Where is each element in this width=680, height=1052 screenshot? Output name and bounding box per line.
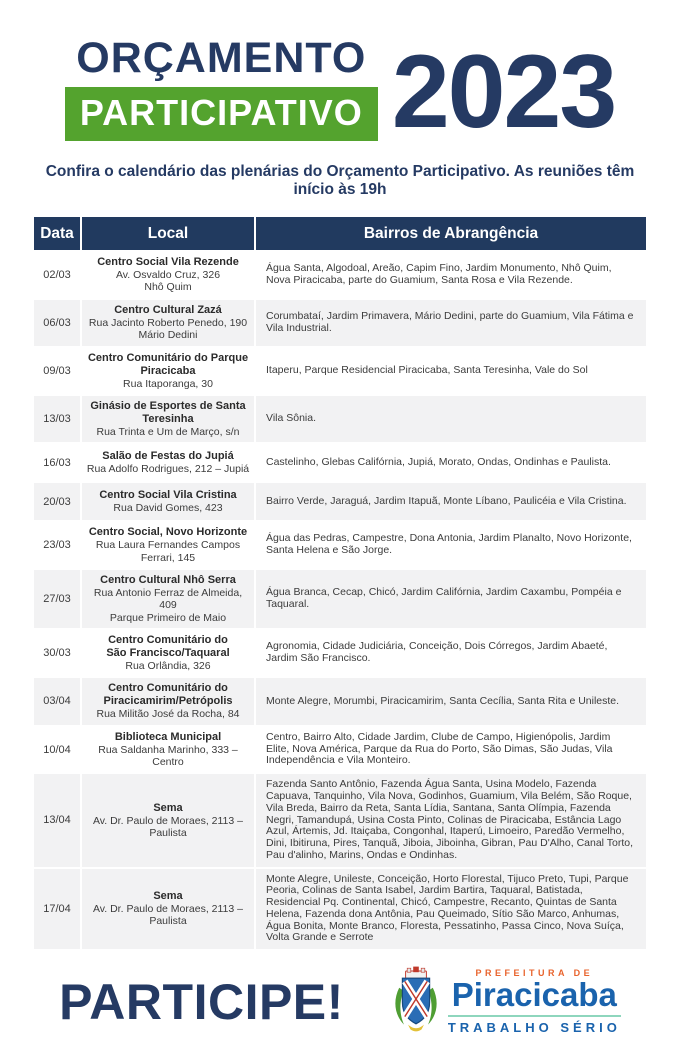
footer <box>34 965 646 1052</box>
column-header-data: Data <box>34 217 80 250</box>
venue-cell <box>82 630 254 676</box>
date-cell: 02/03 <box>34 252 80 298</box>
bairros-cell: Vila Sônia. <box>256 396 646 442</box>
logo-trabalho-serio: TRABALHO SÉRIO <box>447 1019 621 1035</box>
bairros-cell: Água Santa, Algodoal, Areão, Capim Fino, Jardim Monumento, Nhô Quim, Nova Piracicaba, parte do Guamium, Santa Rosa e Vila Rezende. <box>256 252 646 298</box>
title-year: 2023 <box>391 34 616 150</box>
venue-address: Rua Antonio Ferraz de Almeida, 409 Parque Primeiro de Maio <box>93 586 243 624</box>
participate-cta: PARTICIPE! <box>59 973 344 1030</box>
table-row <box>34 252 646 298</box>
logo-prefeitura-de: PREFEITURA DE <box>475 968 594 979</box>
title-participativo: PARTICIPATIVO <box>65 87 378 141</box>
venue-name: Centro Comunitário do Piracicamirim/Petrópolis <box>103 682 233 708</box>
date-cell: 17/04 <box>34 869 80 950</box>
table-row <box>34 522 646 568</box>
bairros-cell: Centro, Bairro Alto, Cidade Jardim, Clube de Campo, Higienópolis, Jardim Elite, Nova América, Parque da Rua do Porto, São Dimas, São Judas, Vila Independência e Vila Monteiro. <box>256 727 646 773</box>
table-row <box>34 348 646 394</box>
date-cell: 13/03 <box>34 396 80 442</box>
venue-address: Rua David Gomes, 423 <box>113 502 223 514</box>
subtitle: Confira o calendário das plenárias do Orçamento Participativo. As reuniões têm início às 19h <box>45 163 635 199</box>
table-row <box>34 774 646 866</box>
table-row <box>34 570 646 628</box>
city-logo <box>392 965 621 1038</box>
bairros-cell: Corumbataí, Jardim Primavera, Mário Dedini, parte do Guamium, Vila Fátima e Vila Industrial. <box>256 300 646 346</box>
date-cell: 16/03 <box>34 444 80 481</box>
hero-header <box>34 0 646 150</box>
bairros-cell: Fazenda Santo Antônio, Fazenda Água Santa, Usina Modelo, Fazenda Capuava, Tanquinho, Vila Nova, Godinhos, Guamium, Vila Belém, São Roque, Vila Breda, Bairro da Reta, Santa Lídia, Santana, Santa Olímpia, Fazenda Negri, Tamandupá, Usina Costa Pinto, Colinas de Piracicaba, Estância Lago Azul, Ártemis, Jd. Itaiçaba, Congonhal, Itaperú, Limoeiro, Paredão Vermelho, Dini, Ibitiruna, Pires, Tanquã, Jiboia, Jiboinha, Gibran, Pau D'Alho, Canal Torto, Pau d'alinho, Marins, Ondas e Ondinhas. <box>256 774 646 866</box>
title-block <box>65 36 378 141</box>
venue-address: Av. Dr. Paulo de Moraes, 2113 – Paulista <box>92 814 243 839</box>
table-body <box>34 252 646 949</box>
column-header-local: Local <box>82 217 254 250</box>
venue-cell <box>82 869 254 950</box>
table-row <box>34 444 646 481</box>
date-cell: 13/04 <box>34 774 80 866</box>
venue-name: Salão de Festas do Jupiá <box>102 450 234 463</box>
venue-cell <box>82 727 254 773</box>
venue-cell <box>82 444 254 481</box>
calendar-table <box>34 217 646 949</box>
bairros-cell: Bairro Verde, Jaraguá, Jardim Itapuã, Monte Líbano, Paulicéia e Vila Cristina. <box>256 483 646 520</box>
venue-name: Centro Cultural Nhô Serra <box>100 573 236 586</box>
venue-name: Centro Social, Novo Horizonte <box>88 526 248 539</box>
venue-address: Rua Militão José da Rocha, 84 <box>96 708 240 721</box>
table-row <box>34 727 646 773</box>
venue-name: Centro Social Vila Rezende <box>97 256 239 269</box>
date-cell: 30/03 <box>34 630 80 676</box>
venue-address: Av. Dr. Paulo de Moraes, 2113 – Paulista <box>92 902 243 928</box>
piracicaba-coat-of-arms-icon <box>392 965 440 1038</box>
venue-name: Centro Cultural Zazá <box>114 303 222 316</box>
bairros-cell: Agronomia, Cidade Judiciária, Conceição, Dois Córregos, Jardim Abaeté, Jardim São Francisco. <box>256 630 646 676</box>
logo-text-block <box>448 968 621 1035</box>
venue-name: Centro Social Vila Cristina <box>99 489 237 502</box>
venue-address: Rua Saldanha Marinho, 333 – Centro <box>98 743 238 768</box>
bairros-cell: Itaperu, Parque Residencial Piracicaba, Santa Teresinha, Vale do Sol <box>256 348 646 394</box>
date-cell: 06/03 <box>34 300 80 346</box>
venue-name: Sema <box>153 801 183 814</box>
date-cell: 20/03 <box>34 483 80 520</box>
bairros-cell: Castelinho, Glebas Califórnia, Jupiá, Morato, Ondas, Ondinhas e Paulista. <box>256 444 646 481</box>
date-cell: 27/03 <box>34 570 80 628</box>
venue-name: Centro Comunitário do Parque Piracicaba <box>87 351 249 377</box>
table-header-row <box>34 217 646 250</box>
venue-address: Rua Jacinto Roberto Penedo, 190 Mário Dedini <box>88 316 248 342</box>
venue-address: Rua Orlândia, 326 <box>125 659 211 672</box>
venue-cell <box>82 396 254 442</box>
bairros-cell: Monte Alegre, Morumbi, Piracicamirim, Santa Cecília, Santa Rita e Unileste. <box>256 678 646 724</box>
venue-name: Biblioteca Municipal <box>114 730 222 743</box>
table-row <box>34 678 646 724</box>
table-row <box>34 300 646 346</box>
venue-address: Av. Osvaldo Cruz, 326 Nhô Quim <box>115 269 221 294</box>
title-orcamento: ORÇAMENTO <box>76 34 367 82</box>
date-cell: 09/03 <box>34 348 80 394</box>
date-cell: 23/03 <box>34 522 80 568</box>
venue-cell <box>82 483 254 520</box>
column-header-bairros: Bairros de Abrangência <box>256 217 646 250</box>
bairros-cell: Monte Alegre, Unileste, Conceição, Horto Florestal, Tijuco Preto, Tupi, Parque Peoria, Colinas de Santa Isabel, Jardim Bartira, Taquaral, Batistada, Residencial Pq. Continental, Chicó, Campestre, Recanto, Quintas de Santa Helena, Fazenda dona Antônia, Pau Queimado, Sítio São Marco, Anhumas, Água Bonita, Monte Branco, Floresta, Pessatinho, Passa Cinco, Nova Suíça, Volta Grande e Serrote <box>256 869 646 950</box>
venue-cell <box>82 678 254 724</box>
venue-address: Rua Laura Fernandes Campos Ferrari, 145 <box>95 539 241 564</box>
date-cell: 10/04 <box>34 727 80 773</box>
venue-cell <box>82 252 254 298</box>
bairros-cell: Água das Pedras, Campestre, Dona Antonia, Jardim Planalto, Novo Horizonte, Santa Helena e São Jorge. <box>256 522 646 568</box>
bairros-cell: Água Branca, Cecap, Chicó, Jardim Califórnia, Jardim Caxambu, Pompéia e Taquaral. <box>256 570 646 628</box>
venue-name: Sema <box>153 890 183 902</box>
venue-name: Centro Comunitário do São Francisco/Taquaral <box>106 634 230 659</box>
logo-piracicaba: Piracicaba <box>451 976 617 1014</box>
venue-cell <box>82 570 254 628</box>
table-row <box>34 869 646 950</box>
table-row <box>34 483 646 520</box>
venue-cell <box>82 348 254 394</box>
table-row <box>34 396 646 442</box>
venue-address: Rua Trinta e Um de Março, s/n <box>96 425 240 438</box>
venue-cell <box>82 522 254 568</box>
venue-cell <box>82 300 254 346</box>
logo-divider <box>448 1015 621 1017</box>
date-cell: 03/04 <box>34 678 80 724</box>
venue-address: Rua Adolfo Rodrigues, 212 – Jupiá <box>86 463 250 475</box>
venue-cell <box>82 774 254 866</box>
venue-name: Ginásio de Esportes de Santa Teresinha <box>90 399 246 425</box>
table-row <box>34 630 646 676</box>
venue-address: Rua Itaporanga, 30 <box>123 377 213 390</box>
